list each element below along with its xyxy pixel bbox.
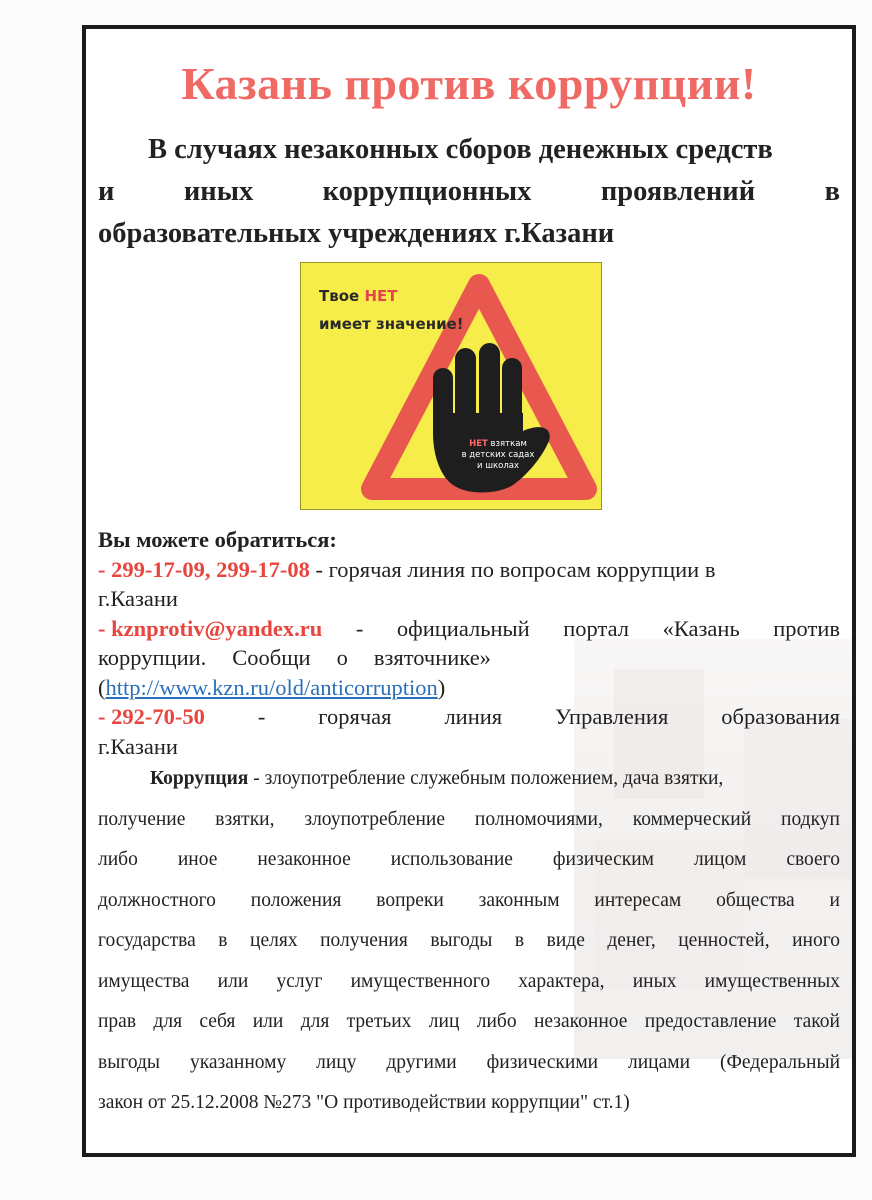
definition-word: иное <box>177 849 218 870</box>
definition-word: лицом <box>693 849 747 870</box>
portal-word: против <box>773 615 840 641</box>
definition-word: физическим <box>552 849 654 870</box>
contact-item-portal <box>98 614 840 644</box>
definition-line <box>98 800 840 841</box>
portal-word: «Казань <box>662 615 740 641</box>
education-city: г.Казани <box>98 733 178 759</box>
anticorruption-poster <box>300 262 602 510</box>
definition-word: иных <box>632 970 677 992</box>
definition-word: в <box>218 930 228 951</box>
definition-word: прав <box>98 1011 137 1032</box>
definition-line <box>98 962 840 1003</box>
definition-word: указанному <box>189 1051 287 1073</box>
intro-word: в <box>824 176 840 207</box>
definition-word: незаконное <box>257 849 351 870</box>
definition-line <box>98 1002 840 1043</box>
intro-word: проявлений <box>600 176 756 207</box>
definition-word: имущества <box>98 970 190 992</box>
intro-word: иных <box>183 176 254 207</box>
definition-word: выгоды <box>98 1051 161 1073</box>
intro-line-2 <box>98 171 840 213</box>
definition-word: денег, <box>607 930 656 951</box>
notice-frame <box>82 25 856 1157</box>
definition-word: выгоды <box>430 930 493 951</box>
definition-word: лицами <box>628 1051 691 1073</box>
definition-word: использование <box>390 849 513 870</box>
contact-item-hotline-city: г.Казани <box>98 586 178 611</box>
definition-line <box>98 881 840 922</box>
definition-word: подкуп <box>781 808 840 830</box>
portal-url-link[interactable]: http://www.kzn.ru/old/anticorruption <box>105 674 438 700</box>
definition-word: целях <box>250 930 298 951</box>
portal-email[interactable]: - kznprotiv@yandex.ru <box>98 615 323 641</box>
definition-line: Коррупция - злоупотребление служебным положением, дача взятки, <box>150 768 724 789</box>
definition-word: такой <box>793 1011 840 1032</box>
definition-word: (Федеральный <box>719 1051 840 1073</box>
definition-line <box>98 840 840 881</box>
definition-word: физическими <box>486 1051 599 1073</box>
definition-word: или <box>217 970 249 992</box>
education-phone: - 292-70-50 <box>98 704 205 729</box>
portal-word: - <box>355 615 364 641</box>
hotline-phones: - 299-17-09, 299-17-08 <box>98 556 316 582</box>
poster-slogan-line-1: Твое НЕТ <box>319 287 398 305</box>
definition-line: закон от 25.12.2008 №273 "О противодействии коррупции" ст.1) <box>98 1092 630 1113</box>
definition-word: имущественного <box>350 970 491 992</box>
definition-word: характера, <box>518 970 605 992</box>
definition-word: имущественных <box>704 970 840 992</box>
definition-word: должностного <box>98 889 216 911</box>
intro-text <box>98 129 840 255</box>
definition-word: или <box>252 1011 284 1032</box>
definition-word: предоставление <box>644 1011 777 1032</box>
intro-line-1: В случаях незаконных сборов денежных средств <box>148 134 773 165</box>
definition-word: злоупотребление <box>304 808 446 830</box>
definition-word: либо <box>476 1011 517 1032</box>
definition-word: положения <box>250 889 342 911</box>
hotline-text: - горячая линия по вопросам коррупции в <box>315 556 716 582</box>
portal-word: официальный <box>396 615 530 641</box>
definition-word: взятки, <box>215 808 275 830</box>
definition-word: общества <box>716 889 795 911</box>
definition-word: либо <box>98 849 138 870</box>
contact-item-education: - 292-70-50 - горячая линия Управления образования <box>98 702 840 732</box>
definition-word: для <box>300 1011 330 1032</box>
contacts-heading: Вы можете обратиться: <box>98 527 337 552</box>
definition-word: государства <box>98 930 196 951</box>
definition-word: незаконное <box>533 1011 628 1032</box>
definition-word: коммерческий <box>632 808 752 830</box>
definition-word: лицу <box>316 1051 357 1073</box>
intro-word: коррупционных <box>322 176 532 207</box>
definition-word: интересам <box>594 889 682 911</box>
definition-word: виде <box>546 930 585 951</box>
contact-item-hotline <box>98 555 840 585</box>
definition-line <box>98 921 840 962</box>
definition-word: получения <box>320 930 408 951</box>
portal-word: портал <box>563 615 630 641</box>
contacts-section <box>98 525 840 761</box>
definition-word: получение <box>98 808 186 830</box>
intro-word: и <box>98 176 115 207</box>
definition-word: и <box>829 889 840 911</box>
portal-url-line: (http://www.kzn.ru/old/anticorruption) <box>98 674 446 700</box>
definition-word: третьих <box>346 1011 412 1032</box>
definition-word: вопреки <box>376 889 444 911</box>
definition-word: полномочиями, <box>474 808 603 830</box>
definition-word: своего <box>786 849 840 870</box>
definition-word: услуг <box>276 970 323 992</box>
page-title: Казань против коррупции! <box>181 58 757 109</box>
definition-word: себя <box>199 1011 236 1032</box>
definition-word: в <box>514 930 525 951</box>
definition-word: для <box>153 1011 183 1032</box>
definition-word: другими <box>386 1051 457 1073</box>
definition-word: иного <box>792 930 840 951</box>
portal-description-line-2: коррупции. Сообщи о взяточнике» <box>98 645 491 670</box>
definition-term: Коррупция <box>150 768 249 789</box>
definition-line <box>98 1043 840 1084</box>
poster-slogan-line-2: имеет значение! <box>319 315 464 333</box>
definition-word: законным <box>478 889 560 911</box>
intro-line-3: образовательных учреждениях г.Казани <box>98 218 615 249</box>
poster-hand-caption: НЕТ взяткам в детских садах и школах <box>461 439 535 471</box>
definition-word: ценностей, <box>678 930 770 951</box>
corruption-definition <box>98 759 840 1124</box>
definition-word: лиц <box>428 1011 460 1032</box>
